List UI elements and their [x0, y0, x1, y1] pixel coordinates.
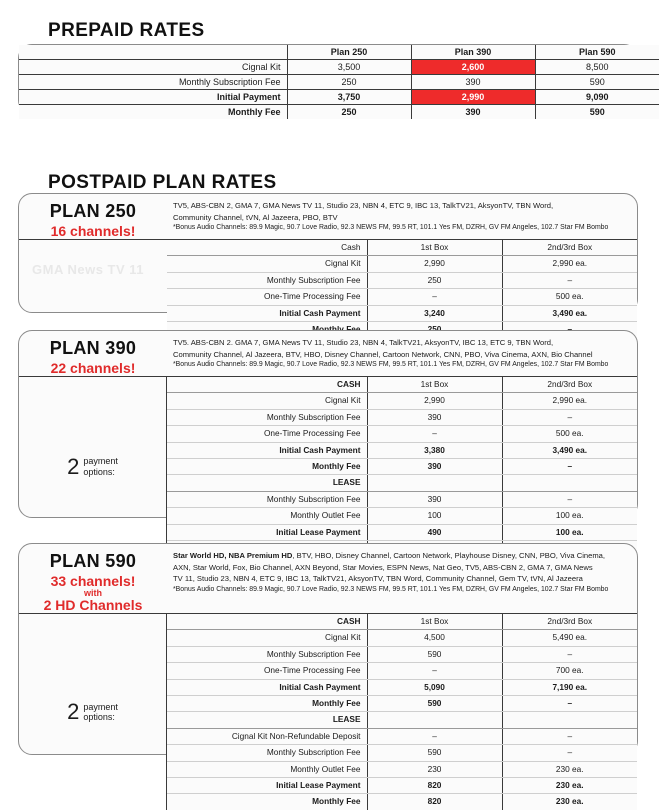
rate-row: [167, 256, 637, 272]
plan-name: PLAN 590: [49, 551, 137, 571]
prepaid-section-title: PREPAID RATES: [48, 20, 205, 41]
plan-badge: [19, 544, 167, 613]
plan-channel-list: [167, 544, 637, 613]
rate-row: [167, 289, 637, 305]
rate-row: [167, 393, 637, 409]
rate-row-label: Monthly Subscription Fee: [167, 745, 367, 761]
rate-row-label: Initial Cash Payment: [167, 305, 367, 321]
rate-row-label: Monthly Outlet Fee: [167, 761, 367, 777]
prepaid-cell: 590: [535, 105, 659, 120]
rate-box1-value: 590: [367, 646, 502, 662]
rate-box1-value: 390: [367, 409, 502, 425]
plan-bonus-audio-line: *Bonus Audio Channels: 89.9 Magic, 90.7 Love Radio, 92.3 NEWS FM, 99.5 RT, 101.1 Yes FM, DZRH, GV FM Angeles, 102.7 Star FM Bombo: [173, 585, 609, 593]
prepaid-row: [19, 60, 659, 75]
rate-row: [167, 794, 637, 810]
plan-channel-line: Star World HD, NBA Premium HD, BTV, HBO, Disney Channel, Cartoon Network, Playhouse Disney, CNN, PBO, Viva Cinema,: [173, 551, 606, 560]
rate-box1-value: –: [367, 663, 502, 679]
rate-row-label: Monthly Subscription Fee: [167, 491, 367, 507]
plan-header: [19, 544, 637, 614]
rate-box-header-empty: [502, 475, 637, 491]
rate-section-title: LEASE: [167, 475, 367, 491]
rate-row-label: Monthly Fee: [167, 794, 367, 810]
rate-section-title: CASH: [167, 614, 367, 630]
rate-box-header-empty: [367, 475, 502, 491]
plan-channel-line: AXN, Star World, Fox, Bio Channel, AXN Beyond, Star Movies, ESPN News, Nat Geo, TV5, ABS-CBN 2, GMA 7, GMA News: [173, 562, 593, 572]
prepaid-cell: 390: [411, 75, 535, 90]
rate-row-label: Cignal Kit: [167, 393, 367, 409]
rate-box1-value: 590: [367, 745, 502, 761]
prepaid-row-label: Monthly Subscription Fee: [19, 75, 287, 90]
rate-box1-value: 250: [367, 272, 502, 288]
rate-row-label: Initial Cash Payment: [167, 679, 367, 695]
prepaid-row: [19, 105, 659, 120]
prepaid-col-header: Plan 590: [535, 45, 659, 60]
rate-box2-value: 3,490 ea.: [502, 442, 637, 458]
plan-channel-line: TV5, ABS-CBN 2, GMA 7, GMA News TV 11, Studio 23, NBN 4, ETC 9, IBC 13, TalkTV21, AksyonTV, TBN Word,: [173, 201, 554, 210]
watermark-gma-news-tv: GMA News TV 11: [32, 262, 144, 277]
payment-options-count: 2: [67, 453, 80, 479]
rate-box-header: 2nd/3rd Box: [502, 377, 637, 393]
rate-box1-value: 390: [367, 459, 502, 475]
rate-row: [167, 728, 637, 744]
rate-row-label: Cignal Kit: [167, 630, 367, 646]
rate-row-label: Initial Cash Payment: [167, 442, 367, 458]
prepaid-cell: 3,500: [287, 60, 411, 75]
plan-name: PLAN 250: [49, 201, 137, 221]
rate-box1-value: 100: [367, 508, 502, 524]
rate-box1-value: 590: [367, 696, 502, 712]
rate-row-label: Monthly Subscription Fee: [167, 272, 367, 288]
rate-box1-value: 230: [367, 761, 502, 777]
plan-hd-label: 2 HD Channels: [43, 597, 143, 613]
postpaid-section-title: POSTPAID PLAN RATES: [48, 172, 277, 193]
rate-box1-value: 490: [367, 524, 502, 540]
rate-box-header: 2nd/3rd Box: [502, 240, 637, 256]
rate-row-label: One-Time Processing Fee: [167, 663, 367, 679]
rate-box1-value: 820: [367, 778, 502, 794]
prepaid-col-header: Plan 390: [411, 45, 535, 60]
rate-section-header-row: [167, 712, 637, 728]
rate-row-label: Initial Lease Payment: [167, 778, 367, 794]
rate-section-title: LEASE: [167, 712, 367, 728]
prepaid-rates-table-card: [18, 44, 638, 117]
plan-header: [19, 194, 637, 240]
payment-options-cell: [19, 240, 167, 337]
plan-channel-line: TV5. ABS-CBN 2. GMA 7, GMA News TV 11, Studio 23, NBN 4, TalkTV21, AksyonTV, IBC 13, ETC 9, TBN Word,: [173, 338, 554, 347]
plan-rate-tables: [167, 614, 637, 810]
rate-section-header-row: [167, 475, 637, 491]
rate-row: [167, 663, 637, 679]
plan-rate-table: [167, 377, 637, 556]
rate-row-label: Monthly Fee: [167, 459, 367, 475]
prepaid-row-label: Initial Payment: [19, 90, 287, 105]
prepaid-row-label: Monthly Fee: [19, 105, 287, 120]
rate-box2-value: 230 ea.: [502, 778, 637, 794]
plan-body: [19, 614, 637, 810]
rate-section-title: CASH: [167, 377, 367, 393]
plan-channel-count: 22 channels!: [50, 360, 136, 376]
rate-row: [167, 630, 637, 646]
rate-box-header-empty: [502, 712, 637, 728]
rate-box2-value: 100 ea.: [502, 508, 637, 524]
rate-section-header-row: [167, 377, 637, 393]
plan-channel-count: 16 channels!: [50, 223, 136, 239]
rate-box1-value: 820: [367, 794, 502, 810]
rate-row: [167, 745, 637, 761]
rate-box2-value: –: [502, 491, 637, 507]
prepaid-row: [19, 75, 659, 90]
rate-row: [167, 409, 637, 425]
rate-row-label: Monthly Outlet Fee: [167, 508, 367, 524]
plan-bonus-audio-line: *Bonus Audio Channels: 89.9 Magic, 90.7 Love Radio, 92.3 NEWS FM, 99.5 RT, 101.1 Yes FM, DZRH, GV FM Angeles, 102.7 Star FM Bombo: [173, 361, 609, 369]
rate-box2-value: 230 ea.: [502, 794, 637, 810]
rate-box1-value: 2,990: [367, 256, 502, 272]
rate-box2-value: –: [502, 745, 637, 761]
rate-row: [167, 524, 637, 540]
rate-row: [167, 761, 637, 777]
prepaid-rates-table: [19, 45, 659, 119]
rate-box2-value: 500 ea.: [502, 426, 637, 442]
rate-box-header: 1st Box: [367, 240, 502, 256]
rate-box2-value: 500 ea.: [502, 289, 637, 305]
rate-box2-value: 700 ea.: [502, 663, 637, 679]
rate-box1-value: –: [367, 289, 502, 305]
rate-box2-value: 2,990 ea.: [502, 256, 637, 272]
rate-section-title: Cash: [167, 240, 367, 256]
plan-channel-line: TV 11, Studio 23, NBN 4, ETC 9, IBC 13, TalkTV21, AksyonTV, TBN Word, Community Channel, Gem TV, tVN, Al Jazeera: [173, 574, 583, 584]
plan-rate-table: [167, 240, 637, 337]
rate-row: [167, 696, 637, 712]
rate-section-header-row: [167, 614, 637, 630]
rate-row-label: Monthly Subscription Fee: [167, 646, 367, 662]
rate-row: [167, 778, 637, 794]
plan-channel-count: 33 channels!: [50, 573, 136, 589]
rate-box2-value: –: [502, 696, 637, 712]
rate-row-label: One-Time Processing Fee: [167, 426, 367, 442]
prepaid-cell: 2,600: [411, 60, 535, 75]
rate-row: [167, 646, 637, 662]
plan-channel-list: [167, 194, 637, 239]
plan-card-250: [18, 193, 638, 318]
prepaid-header-row: [19, 45, 659, 60]
plan-name: PLAN 390: [49, 338, 137, 358]
plan-bonus-audio-line: *Bonus Audio Channels: 89.9 Magic, 90.7 Love Radio, 92.3 NEWS FM, 99.5 RT, 101.1 Yes FM, DZRH, GV FM Angeles, 102.7 Star FM Bombo: [173, 224, 609, 232]
plan-channel-line: Community Channel, tVN, Al Jazeera, PBO, BTV: [173, 212, 338, 222]
rate-row: [167, 679, 637, 695]
prepaid-row: [19, 90, 659, 105]
payment-options-count: 2: [67, 698, 80, 724]
rate-row-label: Cignal Kit Non-Refundable Deposit: [167, 728, 367, 744]
rate-row: [167, 305, 637, 321]
plan-card-590: [18, 543, 638, 807]
prepaid-cell: 8,500: [535, 60, 659, 75]
prepaid-cell: 590: [535, 75, 659, 90]
prepaid-cell: 250: [287, 75, 411, 90]
rate-row-label: One-Time Processing Fee: [167, 289, 367, 305]
rate-box2-value: –: [502, 409, 637, 425]
rate-row-label: Cignal Kit: [167, 256, 367, 272]
rate-box1-value: 3,380: [367, 442, 502, 458]
plan-channel-line: Community Channel, Al Jazeera, BTV, HBO, Disney Channel, Cartoon Network, CNN, PBO, Viva Cinema, AXN, Bio Channel: [173, 349, 593, 359]
rate-box1-value: 2,990: [367, 393, 502, 409]
prepaid-cell: 390: [411, 105, 535, 120]
rate-box2-value: 2,990 ea.: [502, 393, 637, 409]
rate-box2-value: –: [502, 646, 637, 662]
rate-box-header: 2nd/3rd Box: [502, 614, 637, 630]
rate-box2-value: 3,490 ea.: [502, 305, 637, 321]
rate-box2-value: 7,190 ea.: [502, 679, 637, 695]
rate-row: [167, 426, 637, 442]
payment-options-cell: [19, 377, 167, 556]
payment-options-label: payment options:: [83, 456, 118, 477]
rate-row: [167, 491, 637, 507]
plan-channel-list: [167, 331, 637, 376]
prepaid-cell: 3,750: [287, 90, 411, 105]
rate-box2-value: –: [502, 272, 637, 288]
rate-section-header-row: [167, 240, 637, 256]
plan-header: [19, 331, 637, 377]
rate-box2-value: –: [502, 459, 637, 475]
prepaid-cell: 9,090: [535, 90, 659, 105]
rate-row: [167, 508, 637, 524]
rate-row-label: Initial Lease Payment: [167, 524, 367, 540]
rate-row-label: Monthly Fee: [167, 696, 367, 712]
prepaid-row-label: Cignal Kit: [19, 60, 287, 75]
rate-box1-value: 3,240: [367, 305, 502, 321]
plan-with-label: with: [84, 588, 102, 598]
plan-card-390: [18, 330, 638, 537]
plan-badge: [19, 194, 167, 239]
plan-body: [19, 377, 637, 556]
rate-box2-value: 230 ea.: [502, 761, 637, 777]
rate-box-header-empty: [367, 712, 502, 728]
rate-box1-value: –: [367, 728, 502, 744]
rate-box1-value: –: [367, 426, 502, 442]
rate-row: [167, 272, 637, 288]
payment-options-cell: [19, 614, 167, 810]
rate-row: [167, 442, 637, 458]
prepaid-col-header: Plan 250: [287, 45, 411, 60]
plan-body: [19, 240, 637, 337]
rate-box1-value: 390: [367, 491, 502, 507]
rate-box-header: 1st Box: [367, 377, 502, 393]
rate-box1-value: 4,500: [367, 630, 502, 646]
rate-box-header: 1st Box: [367, 614, 502, 630]
rate-row: [167, 459, 637, 475]
plan-rate-tables: [167, 240, 637, 337]
rate-box2-value: –: [502, 728, 637, 744]
rate-box1-value: 5,090: [367, 679, 502, 695]
prepaid-header-blank: [19, 45, 287, 60]
plan-rate-table: [167, 614, 637, 810]
payment-options-label: payment options:: [83, 701, 118, 722]
prepaid-cell: 2,990: [411, 90, 535, 105]
rate-row-label: Monthly Subscription Fee: [167, 409, 367, 425]
prepaid-cell: 250: [287, 105, 411, 120]
plan-rate-tables: [167, 377, 637, 556]
rate-box2-value: 100 ea.: [502, 524, 637, 540]
rate-box2-value: 5,490 ea.: [502, 630, 637, 646]
plan-badge: [19, 331, 167, 376]
